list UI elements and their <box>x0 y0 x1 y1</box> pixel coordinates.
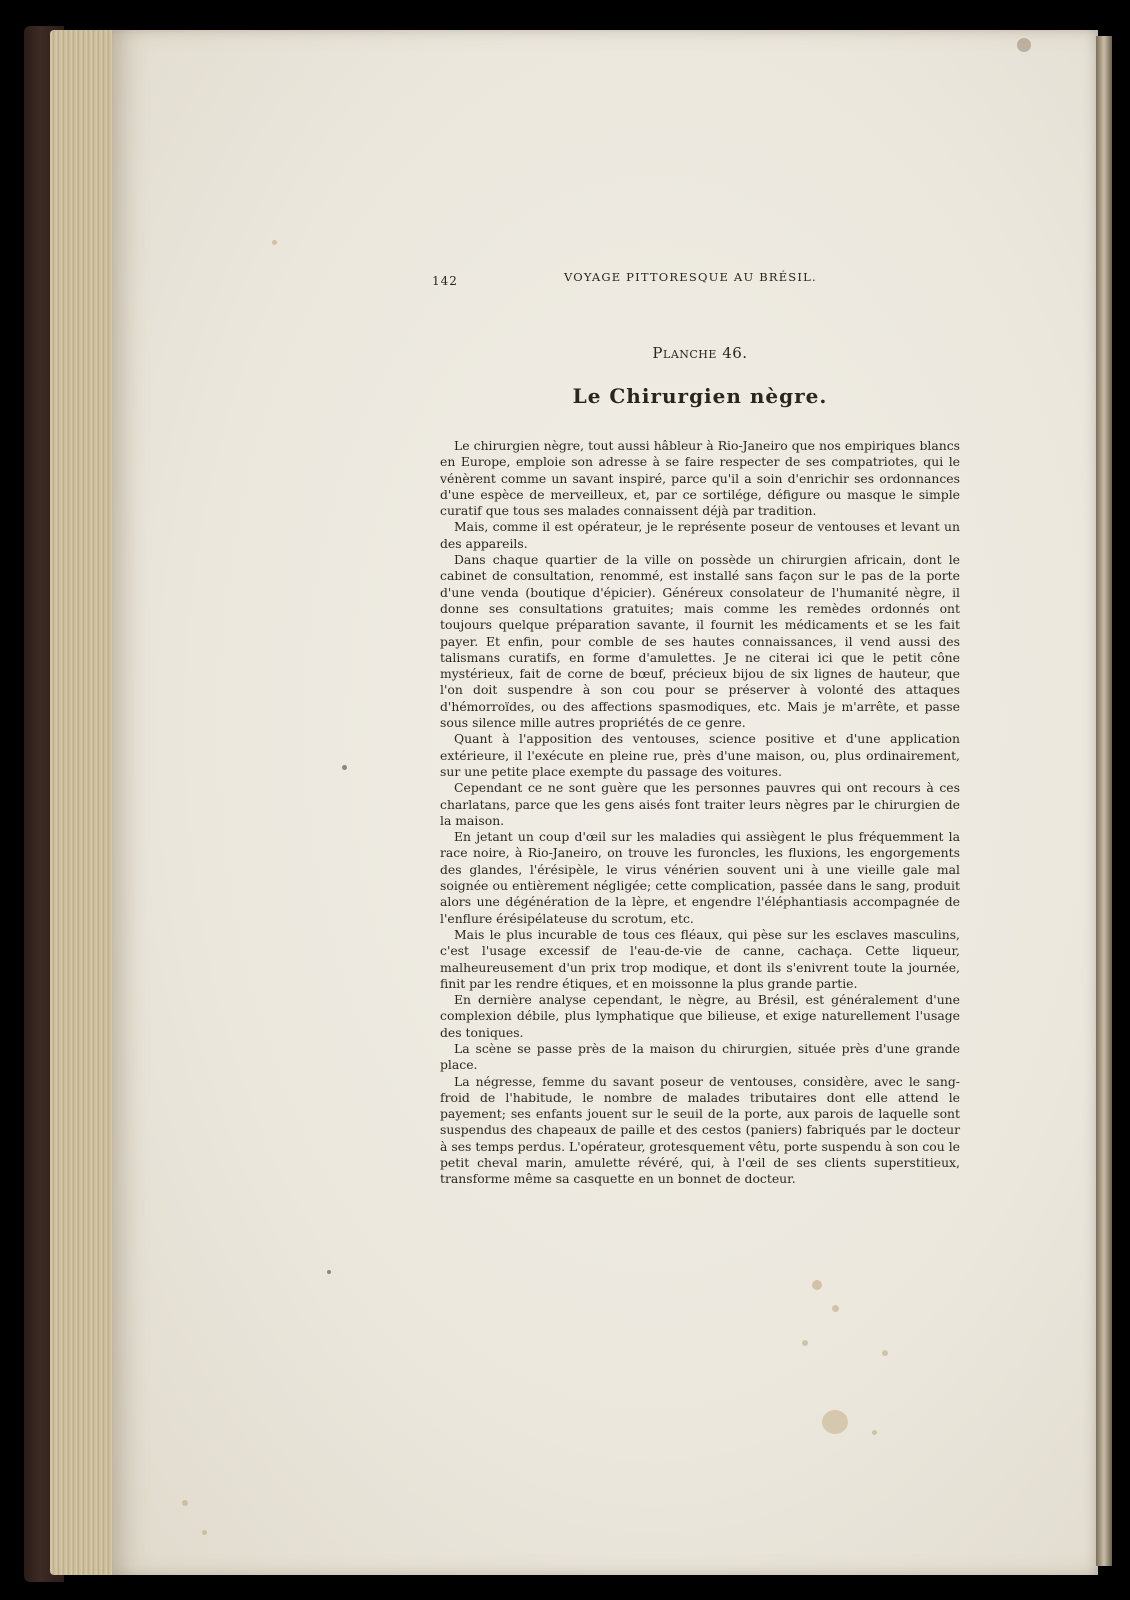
chapter-title: Le Chirurgien nègre. <box>572 384 828 408</box>
foxing-spot <box>812 1280 822 1290</box>
foxing-spot <box>182 1500 188 1506</box>
paragraph: En dernière analyse cependant, le nègre, au Brésil, est généralement d'une complexion débile, plus lymphatique que bilieuse, et exige naturellement l'usage des toniques. <box>440 992 960 1040</box>
plate-label: Planche 46. <box>652 344 748 362</box>
paragraph: Quant à l'apposition des ventouses, science positive et d'une application extérieure, il l'exécute en pleine rue, près d'une maison, ou, plus ordinairement, sur une petite place exempte du passage des voitures. <box>440 731 960 779</box>
running-head <box>432 270 960 292</box>
foxing-spot <box>202 1530 207 1535</box>
foxing-spot <box>832 1305 839 1312</box>
paragraph: Cependant ce ne sont guère que les personnes pauvres qui ont recours à ces charlatans, parce que les gens aisés font traiter leurs nègres par le chirurgien de la maison. <box>440 780 960 828</box>
foxing-spot <box>802 1340 808 1346</box>
foxing-spot <box>327 1270 331 1274</box>
right-page-edge <box>1096 36 1112 1566</box>
paragraph: Le chirurgien nègre, tout aussi hâbleur à Rio-Janeiro que nos empiriques blancs en Europe, emploie son adresse à se faire respecter de ses compatriotes, qui le vénèrent comme un savant inspiré, parce qu'il a soin d'enrichir ses ordonnances d'une espèce de merveilleux, et, par ce sortilége, défigure ou masque le simple curatif que tous ses malades connaissent déjà par tradition. <box>440 438 960 519</box>
paragraph: En jetant un coup d'œil sur les maladies qui assiègent le plus fréquemment la race noire, à Rio-Janeiro, on trouve les furoncles, les fluxions, les engorgements des glandes, l'érésipèle, le virus vénérien souvent uni à une vieille gale mal soignée ou entièrement négligée; cette complication, passée dans le sang, produit alors une dégénération de la lèpre, et engendre l'éléphantiasis accompagnée de l'enflure érésipélateuse du scrotum, etc. <box>440 829 960 926</box>
paragraph: Mais, comme il est opérateur, je le représente poseur de ventouses et levant un des appareils. <box>440 519 960 551</box>
foxing-spot <box>882 1350 888 1356</box>
text-block <box>432 270 960 1188</box>
paragraph: Mais le plus incurable de tous ces fléaux, qui pèse sur les esclaves masculins, c'est l'usage excessif de l'eau-de-vie de canne, cachaça. Cette liqueur, malheureusement d'un prix trop modique, et dont ils s'enivrent toute la journée, finit par les rendre étiques, et en moissonne la plus grande partie. <box>440 926 960 991</box>
page-number: 142 <box>432 274 458 288</box>
foxing-spot <box>272 240 277 245</box>
paragraph: Dans chaque quartier de la ville on possède un chirurgien africain, dont le cabinet de consultation, renommé, est installé sans façon sur le pas de la porte d'une venda (boutique d'épicier). Généreux consolateur de l'humanité nègre, il donne ses consultations gratuites; mais comme les remèdes ordonnés ont toujours quelque préparation savante, il fournit les médicaments et se les fait payer. Et enfin, pour comble de ses hautes connaissances, il vend aussi des talismans curatifs, en forme d'amulettes. Je ne citerai ici que le petit cône mystérieux, fait de corne de bœuf, précieux bijou de six lignes de hauteur, que l'on doit suspendre à son cou pour se préserver à volonté des attaques d'hémorroïdes, ou des affections spasmodiques, etc. Mais je m'arrête, et passe sous silence mille autres propriétés de ce genre. <box>440 552 960 731</box>
running-head-title: VOYAGE PITTORESQUE AU BRÉSIL. <box>564 270 817 284</box>
body-text <box>440 438 960 1188</box>
foxing-spot <box>822 1410 848 1434</box>
foxing-spot <box>872 1430 877 1435</box>
foxing-spot <box>1017 38 1031 52</box>
paragraph: La scène se passe près de la maison du chirurgien, située près d'une grande place. <box>440 1040 960 1073</box>
paragraph: La négresse, femme du savant poseur de ventouses, considère, avec le sang-froid de l'habitude, le nombre de malades tributaires dont elle attend le payement; ses enfants jouent sur le seuil de la porte, aux parois de laquelle sont suspendus des chapeaux de paille et des cestos (paniers) fabriqués par le docteur à ses temps perdus. L'opérateur, grotesquement vêtu, porte suspendu à son cou le petit cheval marin, amulette révéré, qui, à l'œil de ses clients superstitieux, transforme même sa casquette en un bonnet de docteur. <box>440 1073 960 1187</box>
foxing-spot <box>342 765 347 770</box>
